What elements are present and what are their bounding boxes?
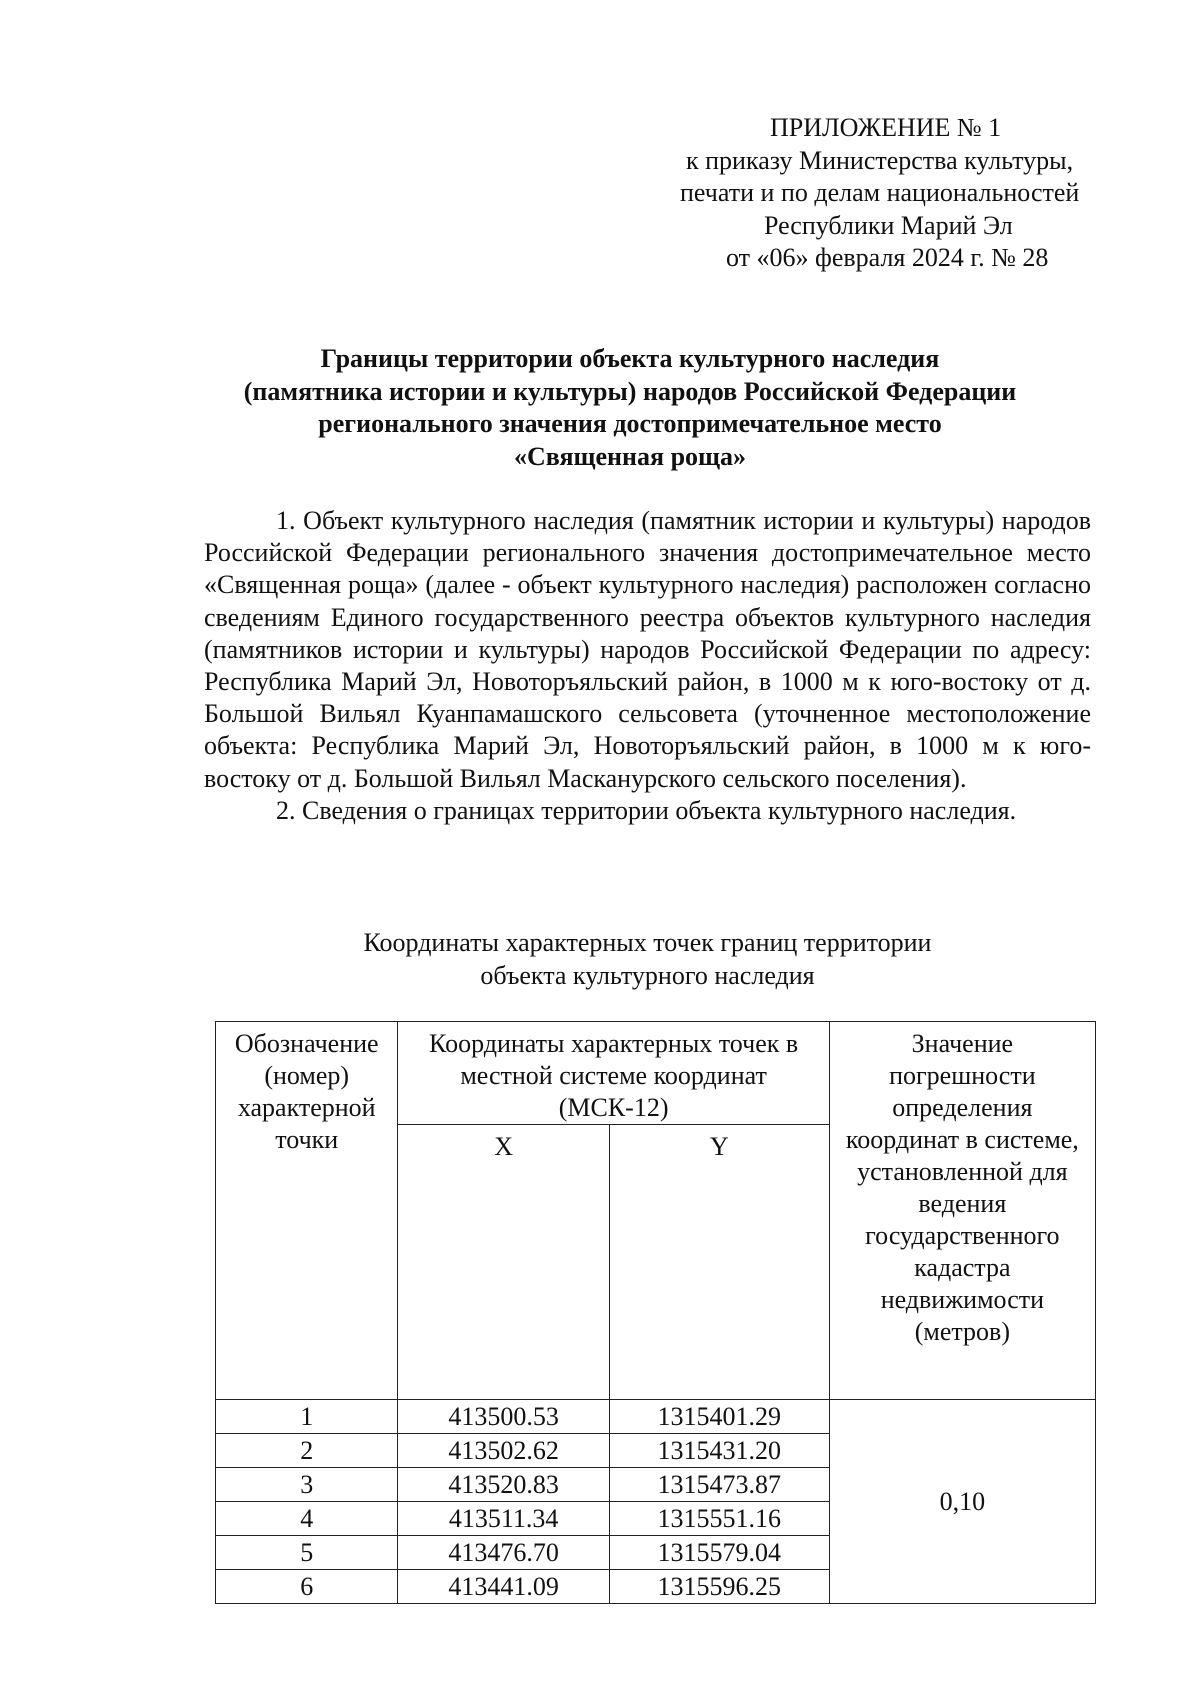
appendix-title: ПРИЛОЖЕНИЕ № 1 — [770, 113, 1002, 142]
appendix-line-4: от «06» февраля 2024 г. № 28 — [726, 243, 1049, 272]
appendix-header — [640, 112, 1140, 275]
table-caption — [204, 927, 1091, 992]
point-number: 4 — [216, 1502, 398, 1536]
point-number: 1 — [216, 1400, 398, 1434]
coord-y: 1315596.25 — [609, 1570, 829, 1604]
document-title — [150, 343, 1110, 473]
coord-y: 1315579.04 — [609, 1536, 829, 1570]
coordinates-table — [215, 1021, 1096, 1604]
point-number: 3 — [216, 1468, 398, 1502]
table-caption-line-1: Координаты характерных точек границ территории — [363, 928, 932, 957]
title-line-1: Границы территории объекта культурного наследия — [320, 344, 940, 373]
error-value: 0,10 — [829, 1400, 1095, 1604]
coord-x: 413500.53 — [398, 1400, 609, 1434]
table-row — [216, 1400, 1096, 1434]
header-coordinates: Координаты характерных точек в местной системе координат (МСК-12) — [398, 1022, 829, 1125]
paragraph-2: 2. Сведения о границах территории объекта культурного наследия. — [276, 795, 1017, 825]
point-number: 5 — [216, 1536, 398, 1570]
title-line-3: регионального значения достопримечательное место — [318, 409, 942, 438]
coord-x: 413520.83 — [398, 1468, 609, 1502]
appendix-line-1: к приказу Министерства культуры, — [686, 145, 1074, 175]
coord-x: 413441.09 — [398, 1570, 609, 1604]
header-error: Значение погрешности определения координат в системе, установленной для ведения государственного кадастра недвижимости (метров) — [829, 1022, 1095, 1400]
header-y: Y — [609, 1125, 829, 1400]
point-number: 6 — [216, 1570, 398, 1604]
document-body — [204, 505, 1091, 827]
appendix-line-3: Республики Марий Эл — [764, 210, 1013, 240]
coord-x: 413511.34 — [398, 1502, 609, 1536]
header-point-number: Обозначение (номер) характерной точки — [216, 1022, 398, 1400]
coord-y: 1315401.29 — [609, 1400, 829, 1434]
coord-y: 1315551.16 — [609, 1502, 829, 1536]
header-x: X — [398, 1125, 609, 1400]
title-line-2: (памятника истории и культуры) народов Российской Федерации — [243, 376, 1017, 406]
coord-y: 1315431.20 — [609, 1434, 829, 1468]
title-line-4: «Священная роща» — [514, 441, 746, 471]
coord-x: 413476.70 — [398, 1536, 609, 1570]
table-caption-line-2: объекта культурного наследия — [480, 960, 815, 990]
appendix-line-2: печати и по делам национальностей — [680, 178, 1080, 207]
coord-y: 1315473.87 — [609, 1468, 829, 1502]
paragraph-1: 1. Объект культурного наследия (памятник истории и культуры) народов Российской Федерации регионального значения достопримечательное место «Священная роща» (далее - объект культурного наследия) расположен согласно сведениям Единого государственного реестра объектов культурного наследия (памятников истории и культуры) народов Российской Федерации по адресу: Республика Марий Эл, Новоторъяльский район, в 1000 м к юго-востоку от д. Большой Вильял Куанпамашского сельсовета (уточненное местоположение объекта: Республика Марий Эл, Новоторъяльский район, в 1000 м к юго-востоку от д. Большой Вильял Масканурского сельского поселения). — [204, 506, 1091, 793]
point-number: 2 — [216, 1434, 398, 1468]
coord-x: 413502.62 — [398, 1434, 609, 1468]
